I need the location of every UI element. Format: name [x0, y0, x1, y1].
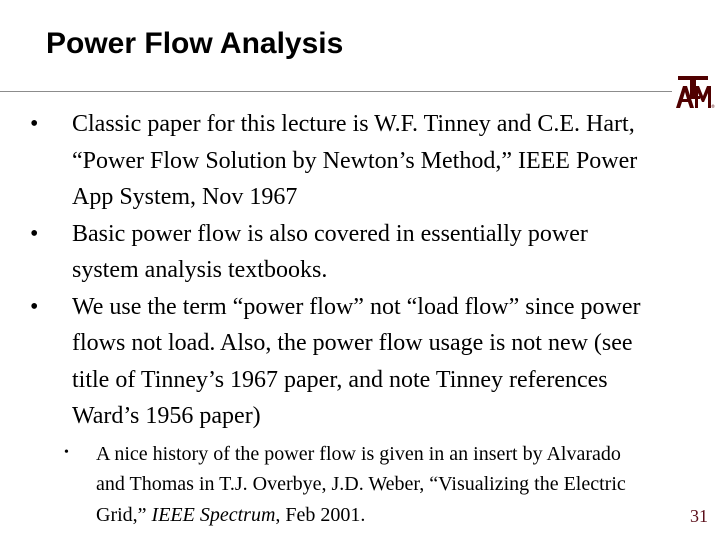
svg-text:®: ® — [711, 104, 715, 109]
bullet-marker: • — [30, 220, 39, 247]
bullet-marker: • — [30, 293, 39, 320]
bullet-list — [28, 106, 648, 530]
journal-name: IEEE Spectrum — [151, 503, 276, 526]
bullet-text: Basic power flow is also covered in essentially power system analysis textbooks. — [72, 220, 588, 283]
bullet-marker: • — [30, 111, 39, 137]
texas-am-logo-icon — [674, 74, 714, 110]
sub-bullet-text-after: , Feb 2001. — [275, 503, 366, 526]
sub-bullet-marker: • — [64, 444, 69, 460]
slide-title: Power Flow Analysis — [46, 27, 344, 60]
page-number: 31 — [690, 506, 708, 526]
title-divider — [0, 91, 672, 92]
bullet-item — [28, 216, 648, 289]
bullet-text: We use the term “power flow” not “load flow” since power flows not load. Also, the power flow usage is not new (see title of Tinney’s 1967 paper, and note Tinney references Ward’s 1956 paper) — [72, 293, 641, 429]
sub-bullet-item — [28, 439, 648, 531]
bullet-item — [28, 106, 648, 216]
sub-bullet-text-before: A nice history of the power flow is given in an insert by Alvarado and Thomas in T.J. Overbye, J.D. Weber, “Visualizing the Electric Grid,” — [96, 442, 626, 526]
bullet-text: Classic paper for this lecture is W.F. Tinney and C.E. Hart, “Power Flow Solution by Newton’s Method,” IEEE Power App System, Nov 1967 — [72, 111, 638, 210]
bullet-item — [28, 289, 648, 435]
